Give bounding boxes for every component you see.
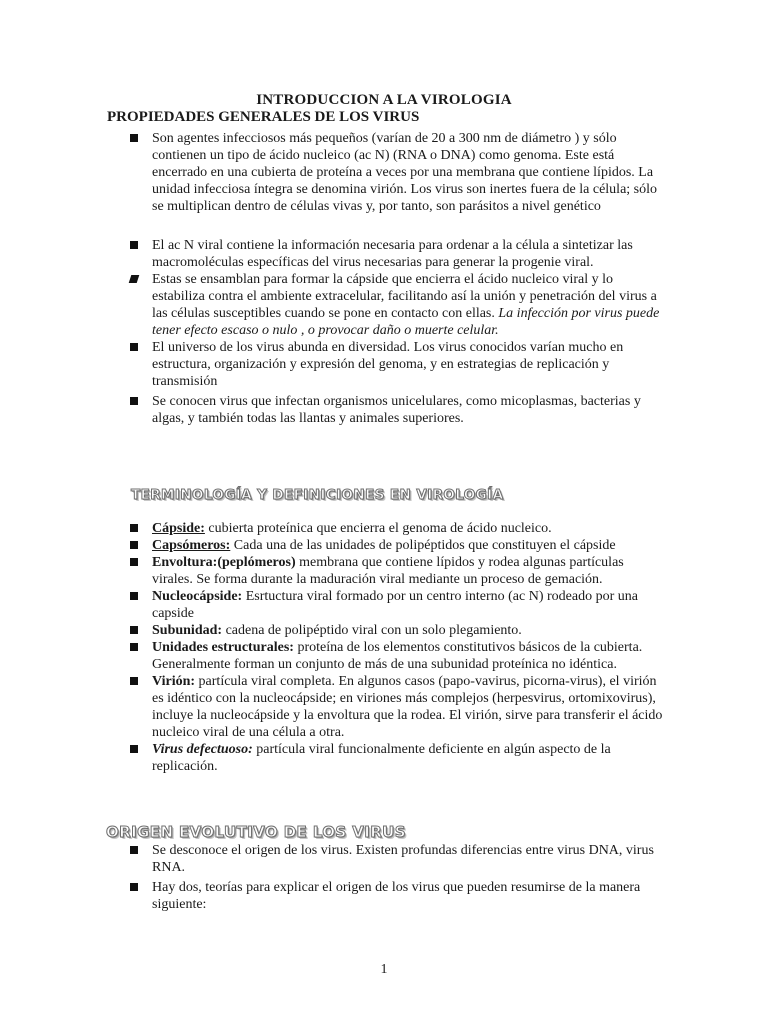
square-bullet-icon (130, 343, 138, 351)
term-label: Capsómeros: (152, 538, 231, 553)
term-label: Virus defectuoso: (152, 742, 253, 757)
list-item-text: Son agentes infecciosos más pequeños (varían de 20 a 300 nm de diámetro ) y sólo contienen un tipo de ácido nucleico (ac N) (RNA o DNA) como genoma. Este está encerrado en una cubierta de proteína a veces por una membrana que contiene lípidos. La unidad infecciosa íntegra se denomina virión. Los virus son inertes fuera de la célula; sólo se multiplican dentro de células vivas y, por tanto, son parásitos a nivel genético (152, 131, 658, 214)
term-definition: partícula viral completa. En algunos casos (papo-vavirus, picorna-virus), el virión es idéntico con la nucleocápside; en viriones más complejos (herpesvirus, ortomixovirus), incluye la nucleocápside y la envoltura que la rodea. El virión, sirve para transferir el ácido nucleico viral de una célula a otra. (152, 674, 663, 740)
square-bullet-icon (129, 275, 140, 283)
term-label: Nucleocápside: (152, 589, 243, 604)
list-item-text: Se desconoce el origen de los virus. Existen profundas diferencias entre virus DNA, virus RNA. (152, 843, 654, 875)
term-item (128, 741, 668, 775)
list-item-text: Hay dos, teorías para explicar el origen de los virus que pueden resumirse de la manera siguiente: (152, 880, 641, 912)
list-item (128, 879, 668, 913)
term-label: Cápside: (152, 521, 205, 536)
page-number: 1 (380, 962, 388, 977)
square-bullet-icon (130, 626, 138, 634)
term-definition: Esrtuctura viral formado por un centro interno (ac N) rodeado por una capside (152, 589, 638, 621)
square-bullet-icon (130, 592, 138, 600)
term-item (128, 588, 668, 622)
list-item (128, 842, 668, 876)
list-item (128, 271, 668, 339)
page-title: INTRODUCCION A LA VIROLOGIA (256, 92, 512, 108)
term-label: Unidades estructurales: (152, 640, 294, 655)
square-bullet-icon (130, 541, 138, 549)
term-item (128, 537, 668, 554)
list-item (128, 393, 668, 427)
list-item-text: Estas se ensamblan para formar la cápside que encierra el ácido nucleico viral y lo estabiliza contra el ambiente extracelular, facilitando así la unión y penetración del virus a las células susceptibles cuando se pone en contacto con ellas. (152, 272, 657, 321)
square-bullet-icon (130, 241, 138, 249)
square-bullet-icon (130, 524, 138, 532)
term-definition: Cada una de las unidades de polipéptidos que constituyen el cápside (230, 538, 616, 553)
section-heading-terminology: TERMINOLOGÍA Y DEFINICIONES EN VIROLOGÍA (131, 487, 504, 503)
section-heading-origin: ORIGEN EVOLUTIVO DE LOS VIRUS (106, 823, 406, 841)
term-item (128, 639, 668, 673)
square-bullet-icon (130, 677, 138, 685)
section-heading-properties: PROPIEDADES GENERALES DE LOS VIRUS (107, 109, 420, 125)
list-item-text: El ac N viral contiene la información necesaria para ordenar a la célula a sintetizar las macromoléculas específicas del virus necesarias para generar la progenie viral. (152, 238, 633, 270)
term-label: Virión: (152, 674, 196, 689)
term-definition: cadena de polipéptido viral con un solo plegamiento. (222, 623, 522, 638)
list-item (128, 339, 668, 390)
term-item (128, 554, 668, 588)
square-bullet-icon (130, 883, 138, 891)
list-item-text: El universo de los virus abunda en diversidad. Los virus conocidos varían mucho en estructura, organización y expresión del genoma, y en estrategias de replicación y transmisión (152, 340, 624, 389)
square-bullet-icon (130, 134, 138, 142)
square-bullet-icon (130, 397, 138, 405)
term-item (128, 520, 668, 537)
intro-list (128, 130, 668, 427)
term-item (128, 622, 668, 639)
square-bullet-icon (130, 846, 138, 854)
square-bullet-icon (130, 558, 138, 566)
term-item (128, 673, 668, 741)
list-item-italic-text: La infección por virus puede tener efecto escaso o nulo , o provocar daño o muerte celular. (152, 306, 660, 338)
terms-list (128, 520, 668, 775)
square-bullet-icon (130, 643, 138, 651)
term-definition: cubierta proteínica que encierra el genoma de ácido nucleico. (204, 521, 552, 536)
term-definition: partícula viral funcionalmente deficiente en algún aspecto de la replicación. (152, 742, 611, 774)
term-label: Subunidad: (152, 623, 223, 638)
square-bullet-icon (130, 745, 138, 753)
term-definition: proteína de los elementos constitutivos básicos de la cubierta. Generalmente forman un conjunto de más de una subunidad proteínica no idéntica. (152, 640, 643, 672)
term-label: Envoltura:(peplómeros) (152, 555, 296, 570)
origin-list (128, 842, 668, 913)
list-item-text: Se conocen virus que infectan organismos unicelulares, como micoplasmas, bacterias y algas, y también todas las llantas y animales superiores. (152, 394, 641, 426)
list-item (128, 130, 668, 218)
list-item (128, 237, 668, 271)
term-definition: membrana que contiene lípidos y rodea algunas partículas virales. Se forma durante la maduración viral mediante un proceso de gemación. (152, 555, 624, 587)
